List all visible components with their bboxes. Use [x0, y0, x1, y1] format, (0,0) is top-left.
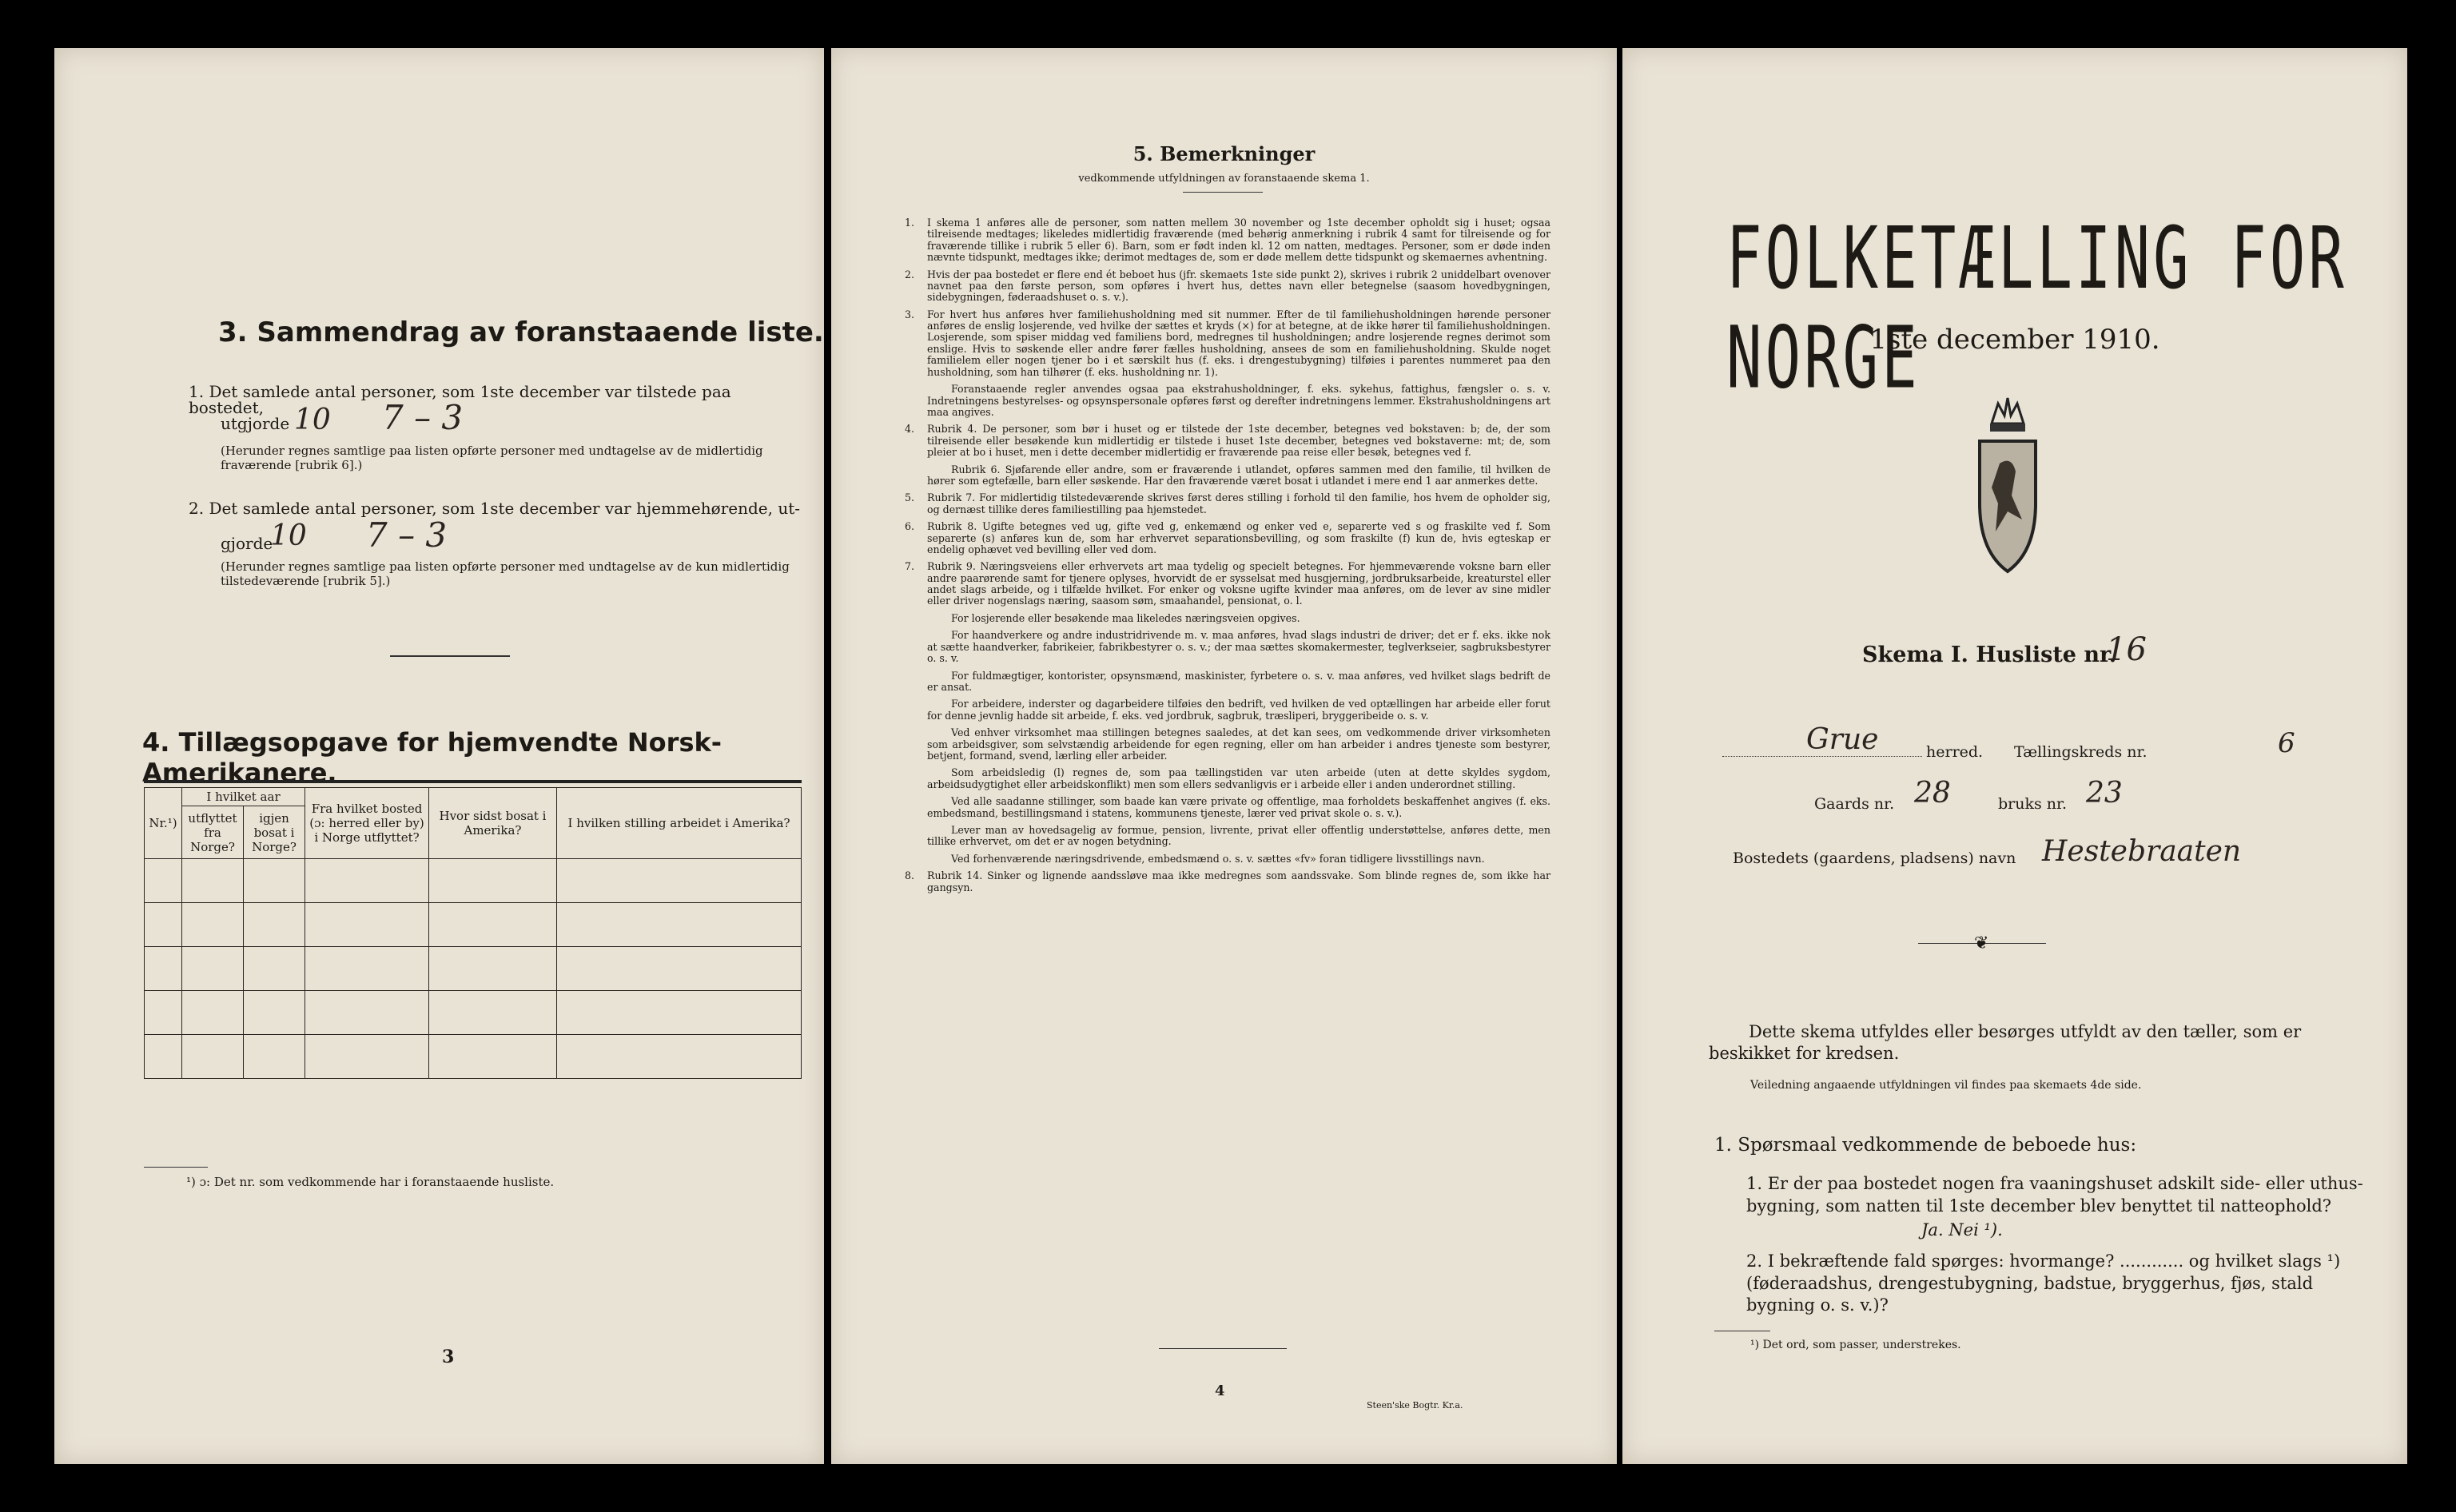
- table-row: [145, 1035, 802, 1079]
- remark-number: 5.: [905, 491, 915, 504]
- remark-item: [927, 767, 1550, 790]
- herred-value: Grue: [1806, 723, 1879, 756]
- remark-text: Rubrik 9. Næringsveiens eller erhvervets art maa tydelig og specielt betegnes. For hjemmeværende voksne barn eller andre paarørende samt for tjenere oplyses, hvorvidt de er sysselsat med husgjerning, jordbruksarbeide, kreaturstel eller andet slags arbeide, og i tilfælde hvilket. For enker og voksne ugifte kvinder maa anføres, om de lever av sine midler eller driver nogenslags næring, saasom søm, smaahandel, pensionat, o. l.: [927, 560, 1550, 607]
- table-row: [145, 947, 802, 991]
- summary-title: 3. Sammendrag av foranstaaende liste.: [218, 316, 824, 348]
- remark-item: [905, 869, 1550, 893]
- col-nr: Nr.¹): [145, 788, 182, 859]
- question-1-answer: Ja. Nei ¹).: [1918, 1220, 2006, 1239]
- herred-label: herred.: [1926, 743, 1984, 761]
- schema-label: Skema I. Husliste nr.: [1862, 643, 2117, 667]
- remark-text: For hvert hus anføres hver familiehusholdning med sit nummer. Efter de til familiehusholdningen hørende personer anføres de enslig losjerende, ved hvilke der sættes et kryds (×) for at betegne, at de ikke hører til familiehusholdningen. Losjerende, som spiser middag ved familiens bord, medregnes til husholdningen; andre losjerende regnes derimot som enslige. Hvis to søskende eller andre fører fælles husholdning, ansees de som en familiehusholdning. Skulde noget familielem eller nogen tjener bo i et særskilt hus (f. eks. i drengestubygning) tilføies i parentes nummeret paa den husholdning, som han tilhører (f. eks. husholdning nr. 1).: [927, 308, 1550, 378]
- remark-item: [927, 698, 1550, 722]
- remark-item: [905, 308, 1550, 378]
- col-returned: igjen bosat i Norge?: [244, 806, 305, 859]
- divider: [390, 655, 510, 657]
- remark-text: Som arbeidsledig (l) regnes de, som paa tællingstiden var uten arbeide (uten at dette skyldes sygdom, arbeidsudygtighet eller arbeidskonflikt) men som ellers sedvanligvis er i arbeide eller i anden underordnet stilling.: [927, 766, 1550, 790]
- remark-item: [927, 727, 1550, 762]
- supplement-title: 4. Tillægsopgave for hjemvendte Norsk-Amerikanere.: [142, 727, 722, 788]
- item2-text: 2. Det samlede antal personer, som 1ste december var hjemmehørende, ut-: [189, 499, 800, 518]
- col-position: I hvilken stilling arbeidet i Amerika?: [557, 788, 802, 859]
- footnote: ¹) ɔ: Det nr. som vedkommende har i foranstaaende husliste.: [186, 1175, 555, 1189]
- remark-number: 8.: [905, 869, 915, 882]
- question-2: 2. I bekræftende fald spørges: hvormange? ............ og hvilket slags ¹) (føderaadshus, drengestubygning, badstue, bryggerhus, fjøs, stald bygning o. s. v.)?: [1746, 1251, 2341, 1315]
- remark-item: [927, 670, 1550, 694]
- item2-breakdown: 7 – 3: [366, 515, 448, 555]
- title-rule: [1183, 192, 1263, 193]
- husliste-number: 16: [2106, 631, 2147, 668]
- remark-text: Rubrik 6. Sjøfarende eller andre, som er fraværende i utlandet, opføres sammen med den familie, til hvilken de hører som egtefælle, barn eller søskende. Har den fraværende været bosat i utlandet i mere end 1 aar anmerkes dette.: [927, 463, 1550, 487]
- remark-item: [905, 560, 1550, 607]
- remark-item: [905, 520, 1550, 555]
- printer-mark: Steen'ske Bogtr. Kr.a.: [1367, 1400, 1463, 1411]
- remark-text: Rubrik 14. Sinker og lignende aandssløve maa ikke medregnes som aandssvake. Som blinde regnes de, som ikke har gangsyn.: [927, 869, 1550, 893]
- remark-text: I skema 1 anføres alle de personer, som natten mellem 30 november og 1ste december opholdt sig i huset; ogsaa tilreisende medtages; likeledes midlertidig fraværende (med behørig anmerkning i rubrik 4 samt for tilreisende og for fraværende tillike i rubrik 5 eller 6). Barn, som er født inden kl. 12 om natten, medtages. Personer, som er døde inden nævnte tidspunkt, medtages ikke; derimot medtages de, som er døde mellem dette tidspunkt og skemaernes avhentning.: [927, 217, 1550, 264]
- remarks-subtitle: vedkommende utfyldningen av foranstaaende skema 1.: [1078, 173, 1370, 185]
- table-top-rule: [144, 780, 802, 783]
- remark-text: For fuldmægtiger, kontorister, opsynsmænd, maskinister, fyrbetere o. s. v. maa anføres, ved hvilket slags bedrift de er ansat.: [927, 669, 1550, 693]
- kreds-value: 6: [2278, 727, 2295, 759]
- remark-item: [905, 268, 1550, 304]
- remark-text: Rubrik 8. Ugifte betegnes ved ug, gifte ved g, enkemænd og enker ved e, separerte ved s og fraskilte ved f. Som separerte (s) anføres kun de, som har erhvervet separationsbevilling, og som fraskilte (f) kun de, hvis egteskap er endelig ophævet ved bevilling eller ved dom.: [927, 520, 1550, 555]
- page-number: 3: [442, 1347, 455, 1367]
- remark-text: Lever man av hovedsagelig av formue, pension, livrente, privat eller offentlig understøttelse, anføres dette, men tillike erhvervet, om det er av nogen betydning.: [927, 824, 1550, 848]
- remark-number: 1.: [905, 217, 915, 229]
- remark-item: [927, 825, 1550, 848]
- remark-text: Rubrik 4. De personer, som bør i huset og er tilstede der 1ste december, betegnes ved bokstaven: b; de, der som tilreisende eller besøkende kun midlertidig er tilstede i huset 1ste december, betegnes ved bokstaverne: mt; de, som pleier at bo i huset, men i dette december midlertidig er fraværende paa reise eller besøk, betegnes ved f.: [927, 423, 1550, 459]
- item1-prefix: utgjorde: [221, 414, 290, 433]
- supplement-table: [144, 787, 802, 1079]
- remarks-title: 5. Bemerkninger: [1132, 142, 1316, 165]
- item2-prefix: gjorde: [221, 534, 273, 553]
- table-row: [145, 991, 802, 1035]
- section-title: 1. Spørsmaal vedkommende de beboede hus:: [1714, 1135, 2137, 1156]
- item1-text: 1. Det samlede antal personer, som 1ste december var tilstede paa bostedet,: [189, 382, 731, 417]
- remark-item: [905, 491, 1550, 515]
- left-page: [54, 48, 824, 1464]
- middle-page: [831, 48, 1617, 1464]
- table-row: [145, 859, 802, 903]
- remark-number: 2.: [905, 268, 915, 281]
- col-emigrated: utflyttet fra Norge?: [182, 806, 244, 859]
- bruks-label: bruks nr.: [1998, 795, 2068, 813]
- end-rule: [1159, 1348, 1287, 1349]
- remark-item: [927, 630, 1550, 664]
- remark-text: For haandverkere og andre industridrivende m. v. maa anføres, hvad slags industri de driver; det er f. eks. ikke nok at sætte haandverker, fabrikeier, fabrikbestyrer o. s. v.; der maa sættes skomakermester, teglverkseier, sagbruksbestyrer o. s. v.: [927, 629, 1550, 665]
- question-1: 1. Er der paa bostedet nogen fra vaaningshuset adskilt side- eller uthus-bygning, som natten til 1ste december blev benyttet til natteophold?: [1746, 1174, 2363, 1216]
- census-title: FOLKETÆLLING FOR NORGE: [1726, 209, 2347, 408]
- item1-value: 10: [294, 404, 331, 436]
- remark-item: [927, 464, 1550, 487]
- item2-note: (Herunder regnes samtlige paa listen opførte personer med undtagelse av de kun midlertidig tilstedeværende [rubrik 5].): [221, 559, 790, 588]
- remark-text: Ved enhver virksomhet maa stillingen betegnes saaledes, at det kan sees, om vedkommende driver virksomheten som arbeidsgiver, som selvstændig arbeidende for egen regning, eller om han arbeider i andres tjeneste som bestyrer, betjent, formand, svend, lærling eller arbeider.: [927, 726, 1550, 762]
- remark-text: For losjerende eller besøkende maa likeledes næringsveien opgives.: [951, 612, 1300, 624]
- remark-item: [927, 796, 1550, 819]
- remark-number: 6.: [905, 520, 915, 533]
- remark-item: [927, 384, 1550, 418]
- gaards-label: Gaards nr.: [1814, 795, 1895, 813]
- item1-note: (Herunder regnes samtlige paa listen opførte personer med undtagelse av de midlertidig fraværende [rubrik 6].): [221, 444, 763, 472]
- gaards-value: 28: [1914, 777, 1951, 810]
- remark-item: [927, 613, 1550, 624]
- footnote: ¹) Det ord, som passer, understrekes.: [1750, 1339, 1961, 1351]
- census-date: 1ste december 1910.: [1869, 324, 2160, 356]
- right-page: [1622, 48, 2407, 1464]
- bosted-value: Hestebraaten: [2042, 835, 2242, 868]
- col-from: Fra hvilket bosted (ɔ: herred eller by) i Norge utflyttet?: [305, 788, 429, 859]
- kreds-label: Tællingskreds nr.: [2014, 743, 2148, 761]
- remark-item: [927, 853, 1550, 865]
- remark-number: 3.: [905, 308, 915, 320]
- remark-text: Ved forhenværende næringsdrivende, embedsmænd o. s. v. sættes «fv» foran tidligere livsstillings navn.: [951, 852, 1485, 865]
- bruks-value: 23: [2086, 777, 2123, 810]
- footnote-rule: [144, 1167, 208, 1168]
- remark-text: Hvis der paa bostedet er flere end ét beboet hus (jfr. skemaets 1ste side punkt 2), skrives i rubrik 2 uniddelbart ovenover navnet paa den første person, som opføres i hvert hus, dettes navn eller betegnelse (saasom hovedbygningen, sidebygningen, føderaadshuset o. s. v.).: [927, 268, 1550, 304]
- remark-number: 4.: [905, 423, 915, 436]
- coat-of-arms-icon: [1968, 392, 2048, 599]
- ornament-icon: ❦: [1974, 933, 1989, 953]
- table-row: [145, 903, 802, 947]
- intro-text: Dette skema utfyldes eller besørges utfyldt av den tæller, som er beskikket for kredsen.: [1709, 1022, 2302, 1064]
- remark-text: Foranstaaende regler anvendes ogsaa paa ekstrahusholdninger, f. eks. sykehus, fattighus, fængsler o. s. v. Indretningens bestyrelses- og opsynspersonale opføres først og derefter indretningens lemmer. Ekstrahusholdningens art maa angives.: [927, 383, 1550, 418]
- item2-value: 10: [270, 519, 307, 552]
- remark-text: Ved alle saadanne stillinger, som baade kan være private og offentlige, maa forholdets beskaffenhet angives (f. eks. embedsmand, bestillingsmand i statens, kommunens tjeneste, lærer ved privat skole o. s. v.).: [927, 795, 1550, 819]
- page-number: 4: [1215, 1383, 1225, 1399]
- remark-item: [905, 423, 1550, 459]
- remark-text: For arbeidere, inderster og dagarbeidere tilføies den bedrift, ved hvilken de ved optællingen har arbeide eller forut for denne jevnlig hadde sit arbeide, f. eks. ved jordbruk, sagbruk, træsliperi, bryggeribeide o. s. v.: [927, 698, 1550, 722]
- remark-number: 7.: [905, 560, 915, 573]
- bosted-label: Bostedets (gaardens, pladsens) navn: [1733, 850, 2016, 867]
- item1-breakdown: 7 – 3: [382, 398, 464, 437]
- remark-text: Rubrik 7. For midlertidig tilstedeværende skrives først deres stilling i forhold til den familie, hos hvem de opholder sig, og dernæst tillike deres familiestilling paa hjemstedet.: [927, 491, 1550, 515]
- remark-item: [905, 217, 1550, 264]
- col-last: Hvor sidst bosat i Amerika?: [429, 788, 557, 859]
- col-group: I hvilket aar: [182, 788, 305, 806]
- guidance-text: Veiledning angaaende utfyldningen vil findes paa skemaets 4de side.: [1750, 1079, 2142, 1092]
